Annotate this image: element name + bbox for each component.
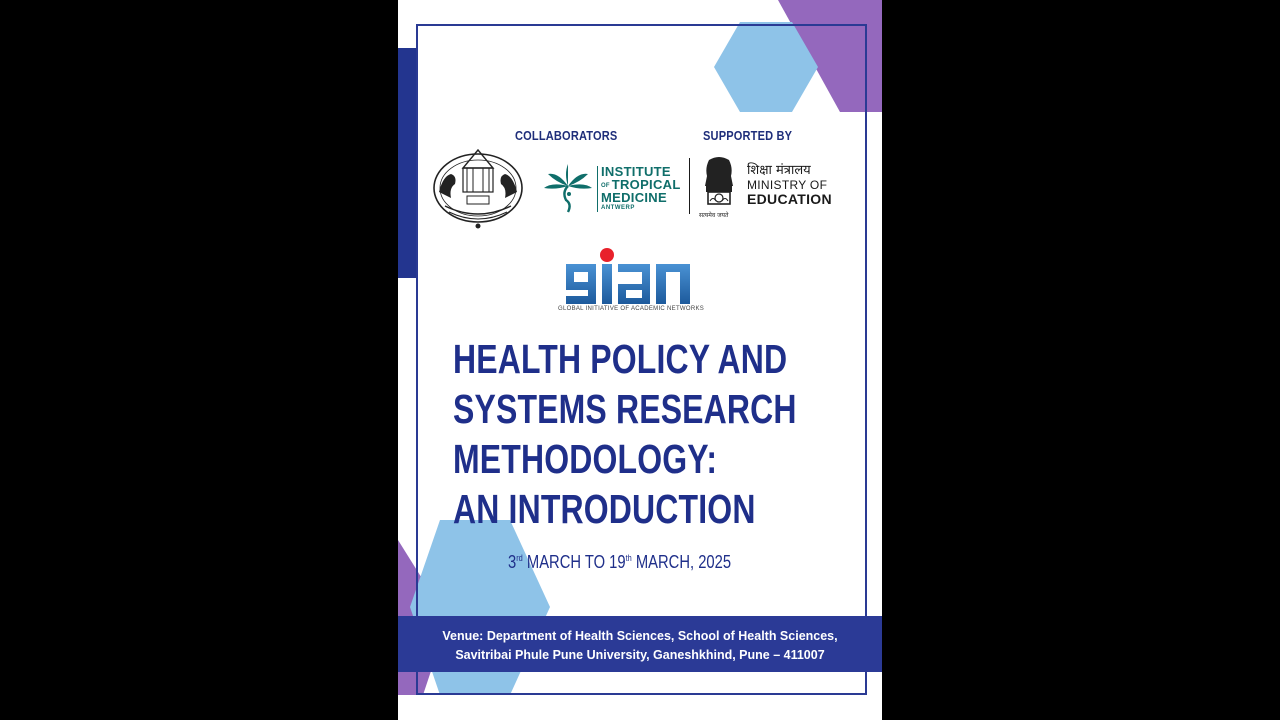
venue-banner xyxy=(398,616,882,672)
collaborators-heading: COLLABORATORS xyxy=(515,128,618,143)
course-dates xyxy=(508,552,731,573)
itm-line4: ANTWERP xyxy=(601,205,635,211)
left-accent-bar xyxy=(398,48,416,278)
venue-line-1: Venue: Department of Health Sciences, School of Health Sciences, xyxy=(442,629,838,643)
title-line-4: AN INTRODUCTION xyxy=(453,486,756,532)
itm-divider xyxy=(597,166,598,212)
logo-divider xyxy=(689,158,690,214)
title-line-3: METHODOLOGY: xyxy=(453,436,718,482)
itm-name xyxy=(601,165,681,211)
ministry-line1: MINISTRY OF xyxy=(747,178,828,193)
date-start-rest: MARCH TO 19 xyxy=(526,552,626,572)
supported-by-heading: SUPPORTED BY xyxy=(703,128,793,143)
poster xyxy=(398,0,882,720)
date-end-rest: MARCH, 2025 xyxy=(635,552,732,572)
gian-subtitle: GLOBAL INITIATIVE OF ACADEMIC NETWORKS xyxy=(558,306,705,312)
title-line-2: SYSTEMS RESEARCH xyxy=(453,386,797,432)
itm-line3: MEDICINE xyxy=(601,190,667,205)
date-end-suffix: th xyxy=(625,553,632,563)
university-seal-logo xyxy=(431,146,525,230)
itm-line2: TROPICAL xyxy=(611,177,681,192)
gian-logo xyxy=(558,246,728,316)
title-line-1: HEALTH POLICY AND xyxy=(453,336,788,382)
itm-line1: INSTITUTE xyxy=(601,164,671,179)
date-start-suffix: rd xyxy=(516,553,523,563)
venue-line-2: Savitribai Phule Pune University, Ganeshkhind, Pune – 411007 xyxy=(455,648,825,662)
date-start-day: 3 xyxy=(508,552,517,572)
ministry-line2: EDUCATION xyxy=(747,191,832,208)
emblem-motto: सत्यमेव जयते xyxy=(699,212,729,219)
course-title xyxy=(453,334,797,534)
ministry-name xyxy=(747,164,832,208)
itm-leaf-logo xyxy=(543,160,593,214)
ministry-hindi: शिक्षा मंत्रालय xyxy=(747,163,811,178)
national-emblem-logo xyxy=(701,156,737,220)
itm-prefix: OF xyxy=(601,182,610,189)
